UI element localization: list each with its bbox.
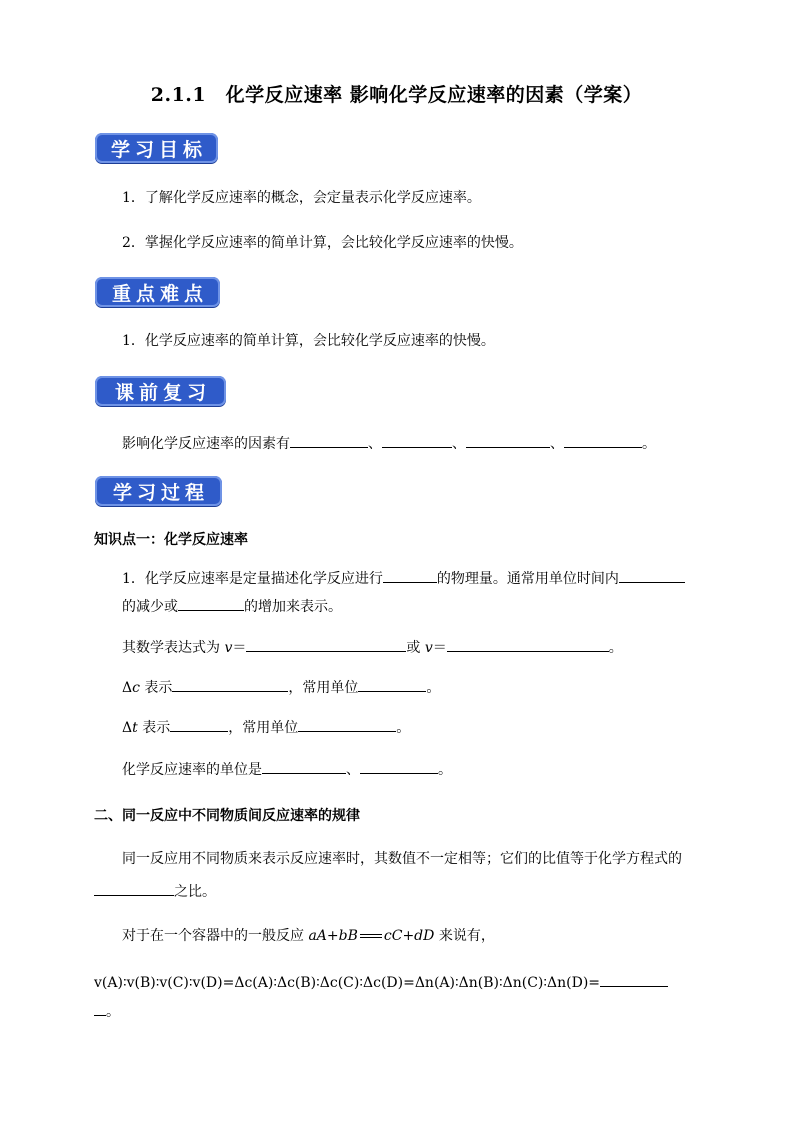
- knowledge-heading-2: 二、同一反应中不同物质间反应速率的规律: [94, 808, 360, 824]
- blank-ratio-tail[interactable]: [94, 1001, 106, 1016]
- text-span: 。: [396, 720, 411, 736]
- equals-sign-icon: [360, 934, 382, 938]
- blank-unit-2[interactable]: [360, 759, 438, 774]
- section-badge-process: 学习过程: [95, 476, 222, 506]
- text-span: 对于在一个容器中的一般反应: [122, 928, 309, 944]
- review-line: [122, 433, 656, 454]
- unit-line: [122, 759, 452, 780]
- blank-unit-1[interactable]: [262, 759, 346, 774]
- text-span: ＝: [232, 640, 247, 656]
- text-span: 。: [438, 762, 452, 778]
- review-blank-4[interactable]: [564, 433, 642, 448]
- page-title: 2.1.1 化学反应速率 影响化学反应速率的因素（学案）: [150, 84, 643, 106]
- blank-formula-2[interactable]: [447, 637, 609, 652]
- review-blank-2[interactable]: [382, 433, 452, 448]
- review-sep: 、: [550, 436, 564, 452]
- review-sep: 、: [368, 436, 382, 452]
- text-span: 的物理量。通常用单位时间内: [436, 571, 619, 587]
- text-span: 化学反应速率的单位是: [122, 762, 262, 778]
- key-point-item: 1．化学反应速率的简单计算，会比较化学反应速率的快慢。: [122, 333, 495, 349]
- delta-t-line: [122, 717, 410, 738]
- text-span: 其数学表达式为: [122, 640, 225, 656]
- review-blank-1[interactable]: [290, 433, 368, 448]
- ratio-text: v(A)∶v(B)∶v(C)∶v(D)=Δc(A)∶Δc(B)∶Δc(C)∶Δc(D)=Δn(A)∶Δn(B)∶Δn(C)∶Δn(D)=: [94, 975, 601, 991]
- blank-dt-meaning[interactable]: [170, 717, 228, 732]
- velocity-symbol: v: [424, 640, 433, 656]
- review-sep: 、: [452, 436, 466, 452]
- text-span: 表示: [139, 680, 173, 696]
- blank-dc-unit[interactable]: [358, 677, 426, 692]
- text-span: 。: [106, 1004, 120, 1020]
- section-badge-goals: 学习目标: [95, 133, 218, 163]
- blank-formula-1[interactable]: [246, 637, 406, 652]
- goal-item: 2．掌握化学反应速率的简单计算，会比较化学反应速率的快慢。: [122, 235, 523, 251]
- blank-product[interactable]: [178, 596, 244, 611]
- goal-item: 1．了解化学反应速率的概念，会定量表示化学反应速率。: [122, 190, 481, 206]
- general-reaction-line: [122, 926, 495, 946]
- blank-coefficient[interactable]: [94, 881, 174, 896]
- knowledge2-paragraph-1-end: [94, 881, 216, 902]
- text-span: 来说有，: [434, 928, 495, 944]
- blank-dt-unit[interactable]: [298, 717, 396, 732]
- reaction-right: cC+dD: [383, 928, 435, 944]
- delta-symbol: Δ: [122, 680, 133, 696]
- text-span: 。: [608, 640, 623, 656]
- review-end: 。: [642, 436, 656, 452]
- ratio-line: [94, 972, 668, 993]
- text-span: 的增加来表示。: [244, 599, 342, 615]
- blank-reactant[interactable]: [619, 568, 685, 583]
- ratio-line-end: [94, 1001, 120, 1022]
- formula-line: [122, 637, 623, 658]
- blank-dc-meaning[interactable]: [172, 677, 288, 692]
- text-span: ＝: [432, 640, 447, 656]
- text-span: 的减少或: [122, 599, 178, 615]
- review-blank-3[interactable]: [466, 433, 550, 448]
- text-span: ，常用单位: [228, 720, 299, 736]
- reaction-left: aA+bB: [308, 928, 358, 944]
- review-prefix: 影响化学反应速率的因素有: [122, 436, 290, 452]
- velocity-symbol: v: [224, 640, 233, 656]
- knowledge2-paragraph-1: 同一反应用不同物质来表示反应速率时，其数值不一定相等；它们的比值等于化学方程式的: [122, 851, 682, 867]
- variable-symbol: c: [132, 680, 140, 696]
- knowledge1-paragraph-1b: [122, 596, 342, 617]
- blank-ratio[interactable]: [600, 972, 668, 987]
- section-badge-key-points: 重点难点: [95, 277, 220, 307]
- delta-c-line: [122, 677, 440, 698]
- blank-progress[interactable]: [383, 568, 437, 583]
- text-span: 、: [346, 762, 360, 778]
- text-span: 表示: [137, 720, 171, 736]
- variable-symbol: t: [132, 720, 138, 736]
- knowledge1-paragraph-1a: [122, 568, 685, 589]
- text-span: 之比。: [174, 884, 216, 900]
- text-span: 1．化学反应速率是定量描述化学反应进行: [122, 571, 383, 587]
- text-span: 或: [406, 640, 425, 656]
- text-span: 。: [426, 680, 441, 696]
- text-span: ，常用单位: [288, 680, 359, 696]
- section-badge-review: 课前复习: [95, 376, 226, 406]
- delta-symbol: Δ: [122, 720, 133, 736]
- knowledge-heading-1: 知识点一：化学反应速率: [94, 532, 248, 548]
